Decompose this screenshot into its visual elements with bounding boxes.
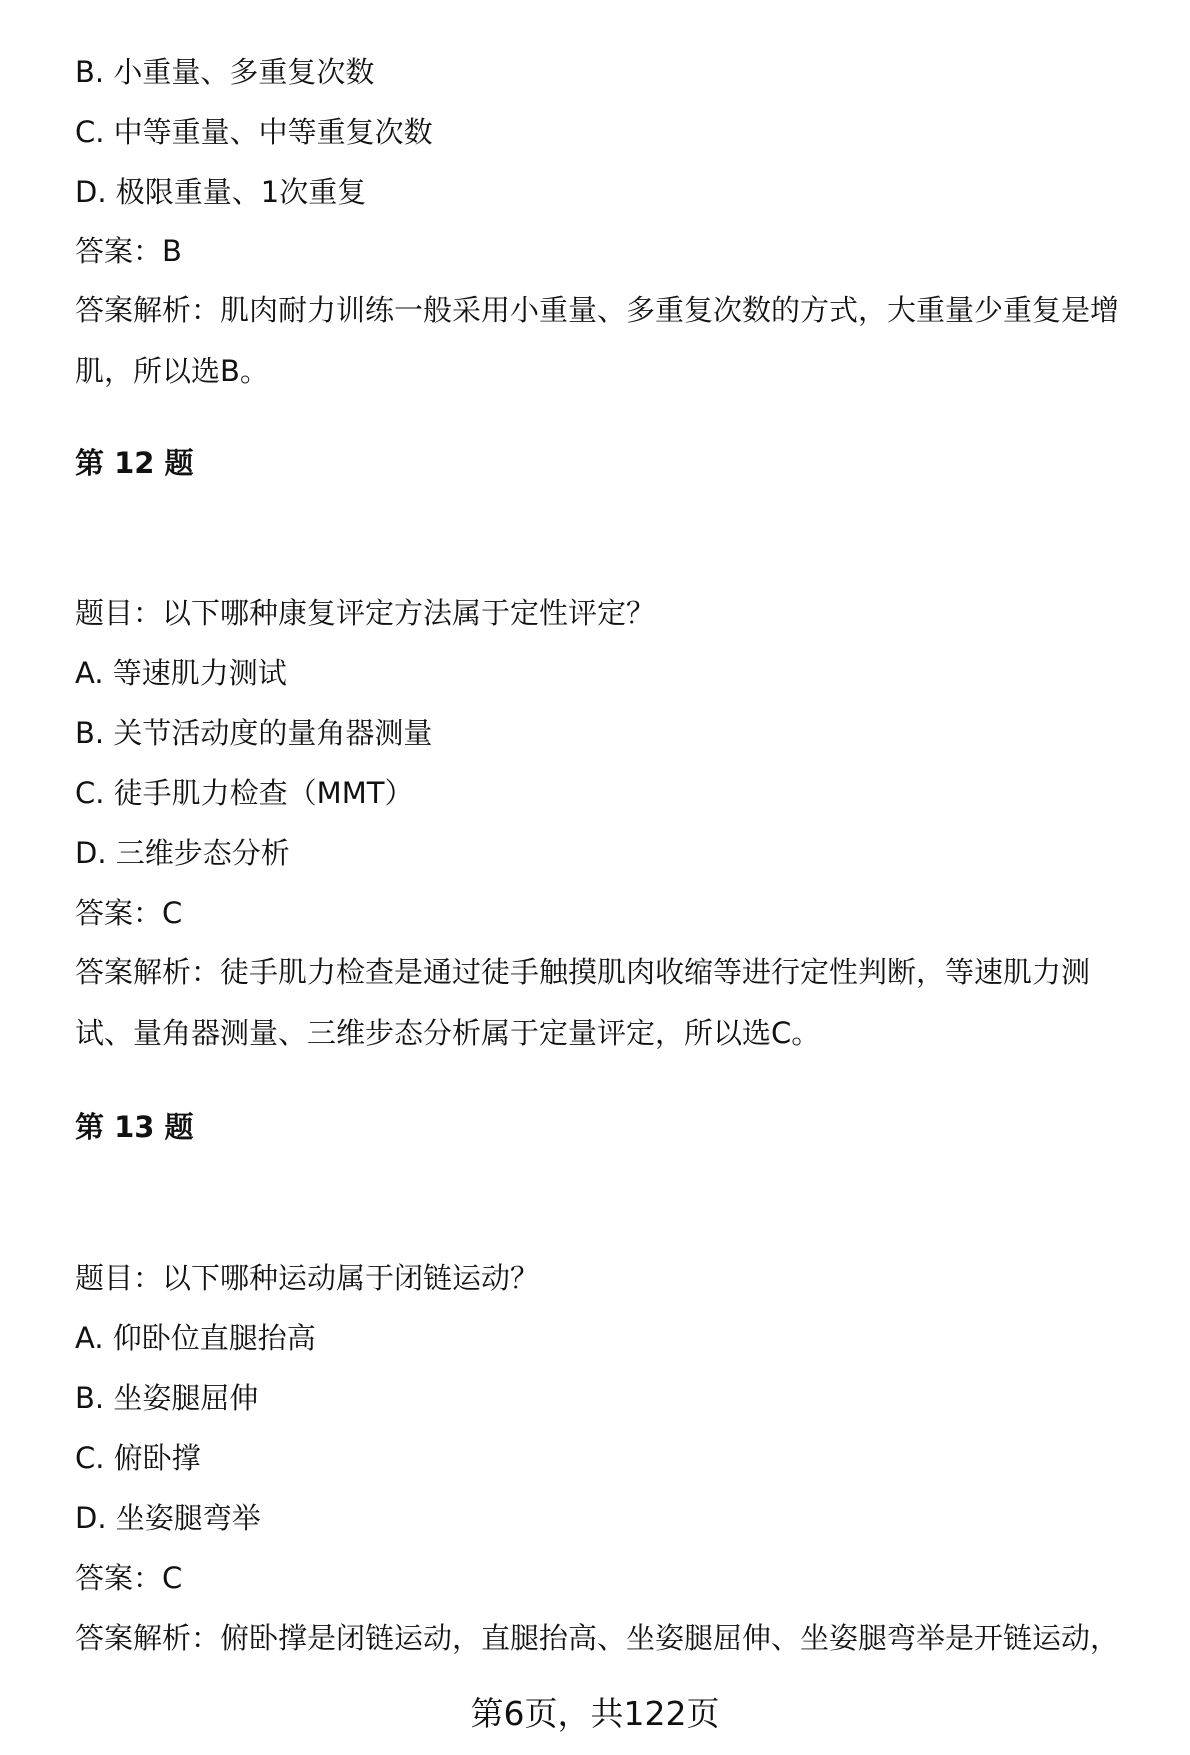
q11-option-d: D. 极限重量、1次重复 <box>75 175 367 209</box>
q12-heading: 第 12 题 <box>75 446 194 480</box>
q11-analysis: 答案解析：肌肉耐力训练一般采用小重量、多重复次数的方式，大重量少重复是增肌，所以选B。 <box>75 293 1120 388</box>
q12-option-d: D. 三维步态分析 <box>75 836 290 870</box>
q13-question: 题目：以下哪种运动属于闭链运动？ <box>75 1261 540 1295</box>
q11-option-b: B. 小重量、多重复次数 <box>75 55 375 89</box>
q11-answer: 答案：B <box>75 234 182 268</box>
q13-option-b: B. 坐姿腿屈伸 <box>75 1381 259 1415</box>
q12-analysis: 答案解析：徒手肌力检查是通过徒手触摸肌肉收缩等进行定性判断，等速肌力测试、量角器测量、三维步态分析属于定量评定，所以选C。 <box>75 955 1091 1050</box>
q12-option-a: A. 等速肌力测试 <box>75 656 287 690</box>
q12-option-c: C. 徒手肌力检查（MMT） <box>75 776 414 810</box>
q13-analysis: 答案解析：俯卧撑是闭链运动，直腿抬高、坐姿腿屈伸、坐姿腿弯举是开链运动， <box>75 1621 1120 1655</box>
page-number-footer: 第6页，共122页 <box>470 1694 720 1733</box>
q12-question: 题目：以下哪种康复评定方法属于定性评定？ <box>75 596 656 630</box>
q11-option-c: C. 中等重量、中等重复次数 <box>75 115 433 149</box>
q13-option-d: D. 坐姿腿弯举 <box>75 1501 261 1535</box>
q12-answer: 答案：C <box>75 896 183 930</box>
q13-heading: 第 13 题 <box>75 1110 194 1144</box>
q12-option-b: B. 关节活动度的量角器测量 <box>75 716 433 750</box>
q13-option-c: C. 俯卧撑 <box>75 1441 201 1475</box>
q13-option-a: A. 仰卧位直腿抬高 <box>75 1321 316 1355</box>
q13-answer: 答案：C <box>75 1561 183 1595</box>
